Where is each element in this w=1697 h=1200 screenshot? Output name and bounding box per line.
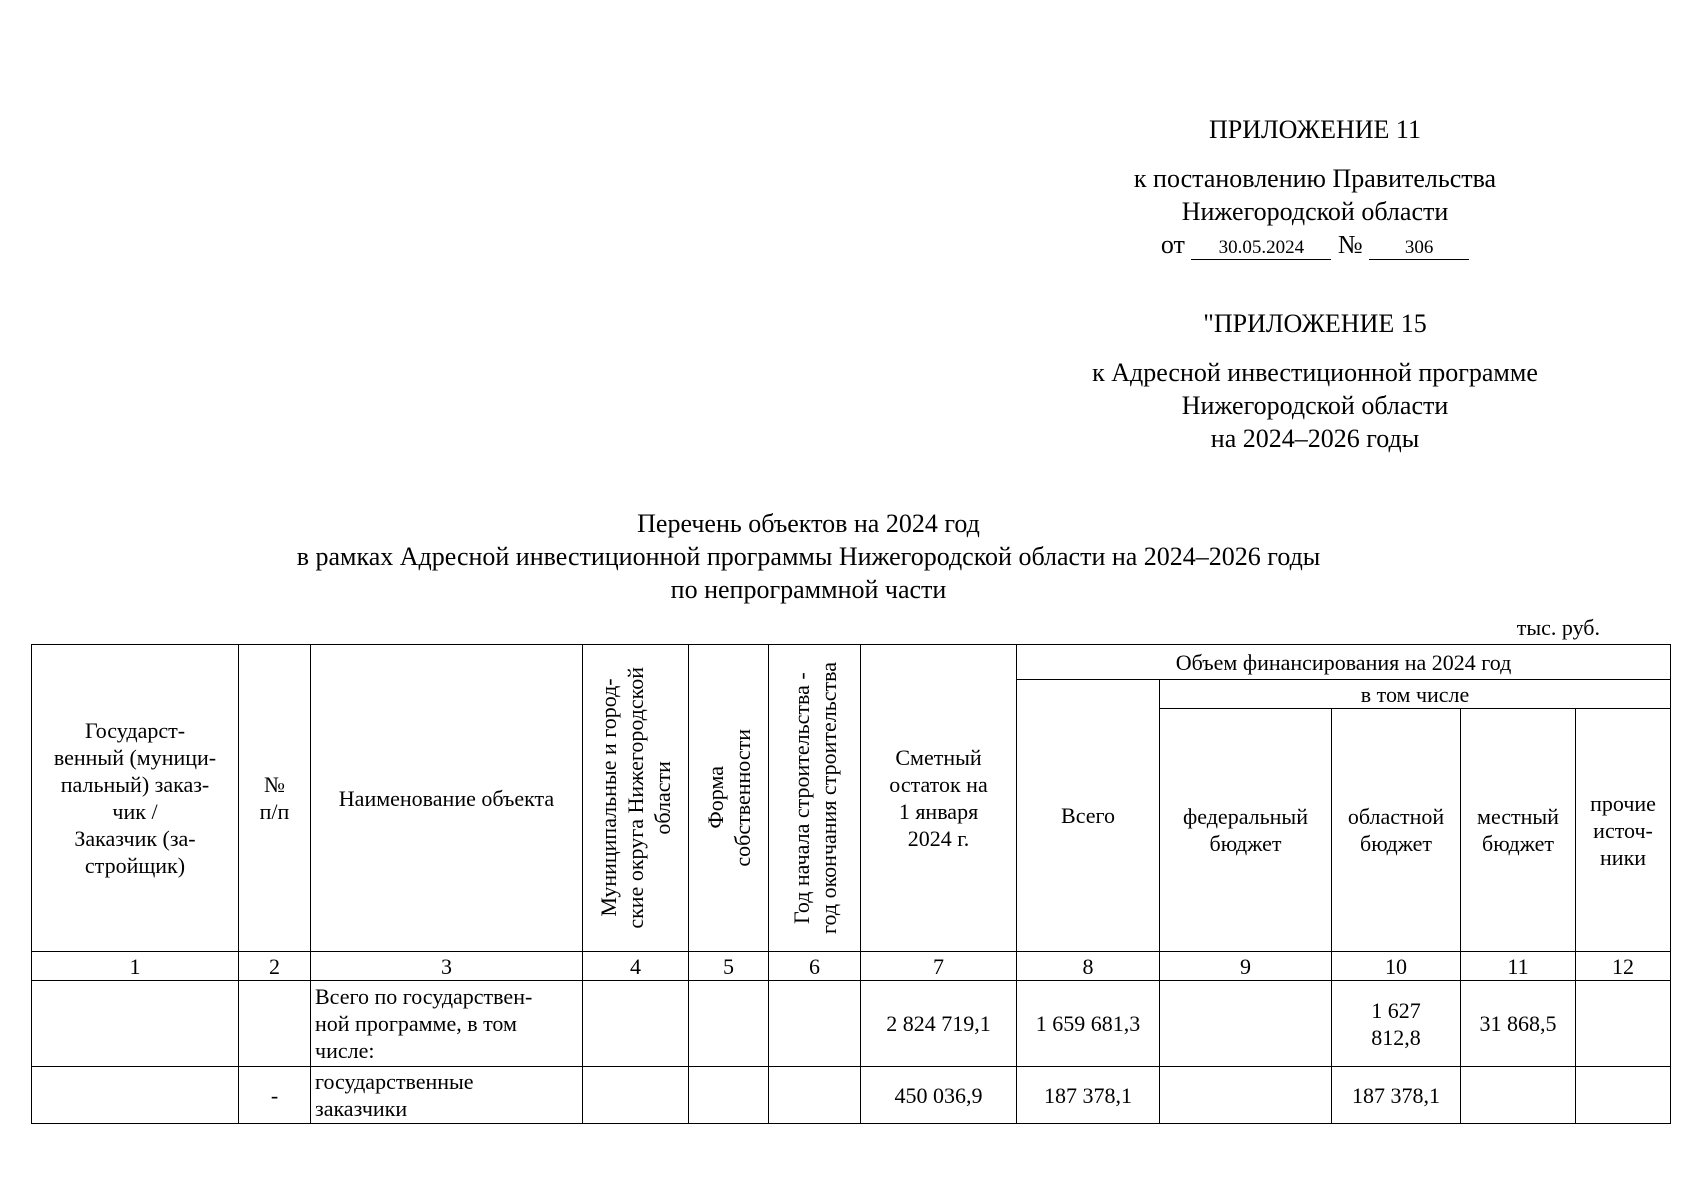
cell-local <box>1461 1067 1576 1124</box>
col-number: 11 <box>1461 952 1576 981</box>
heading-line3: по непрограммной части <box>670 575 947 604</box>
objects-table <box>31 644 1671 1124</box>
appendix-15-line3: на 2024–2026 годы <box>1210 424 1420 453</box>
cell-estimate: 450 036,9 <box>861 1067 1017 1124</box>
cell-num <box>239 981 311 1067</box>
col-number: 7 <box>861 952 1017 981</box>
cell-num: - <box>239 1067 311 1124</box>
appendix-15-block <box>950 307 1680 455</box>
header-ownership: Форма собственности <box>689 645 769 952</box>
cell-municipality <box>583 981 689 1067</box>
heading-line1: Перечень объектов на 2024 год <box>637 509 980 538</box>
appendix-11-block <box>1000 113 1630 261</box>
header-other: прочие источ- ники <box>1576 709 1671 952</box>
header-funding: Объем финансирования на 2024 год <box>1017 645 1671 680</box>
header-total: Всего <box>1017 680 1160 952</box>
cell-other <box>1576 981 1671 1067</box>
document-heading <box>0 507 1657 606</box>
cell-years <box>769 981 861 1067</box>
col-number: 6 <box>769 952 861 981</box>
col-number: 12 <box>1576 952 1671 981</box>
appendix-11-line1: к постановлению Правительства <box>1133 164 1497 193</box>
cell-total: 1 659 681,3 <box>1017 981 1160 1067</box>
header-estimate: Сметный остаток на 1 января 2024 г. <box>861 645 1017 952</box>
header-federal: федеральный бюджет <box>1160 709 1332 952</box>
header-including: в том числе <box>1160 680 1671 709</box>
number-value: 306 <box>1369 237 1469 260</box>
col-number: 2 <box>239 952 311 981</box>
cell-municipality <box>583 1067 689 1124</box>
cell-regional: 1 627 812,8 <box>1332 981 1461 1067</box>
cell-total: 187 378,1 <box>1017 1067 1160 1124</box>
header-local: местный бюджет <box>1461 709 1576 952</box>
cell-name: государственные заказчики <box>311 1067 583 1124</box>
cell-local: 31 868,5 <box>1461 981 1576 1067</box>
cell-federal <box>1160 1067 1332 1124</box>
col-number: 3 <box>311 952 583 981</box>
appendix-11-title: ПРИЛОЖЕНИЕ 11 <box>1209 115 1421 144</box>
date-prefix: от <box>1160 230 1185 259</box>
heading-line2: в рамках Адресной инвестиционной программы Нижегородской области на 2024–2026 годы <box>296 542 1321 571</box>
col-number: 1 <box>32 952 239 981</box>
appendix-15-line1: к Адресной инвестиционной программе <box>1092 358 1538 387</box>
cell-customer <box>32 981 239 1067</box>
cell-estimate: 2 824 719,1 <box>861 981 1017 1067</box>
header-object-name: Наименование объекта <box>311 645 583 952</box>
cell-customer <box>32 1067 239 1124</box>
date-value: 30.05.2024 <box>1191 237 1331 260</box>
cell-ownership <box>689 981 769 1067</box>
col-number: 9 <box>1160 952 1332 981</box>
col-number: 5 <box>689 952 769 981</box>
table-row <box>32 981 1671 1067</box>
header-row-1 <box>32 645 1671 680</box>
header-years: Год начала строительства - год окончания строительства <box>769 645 861 952</box>
column-numbers-row <box>32 952 1671 981</box>
unit-label: тыс. руб. <box>1516 615 1600 640</box>
col-number: 10 <box>1332 952 1461 981</box>
appendix-15-title: "ПРИЛОЖЕНИЕ 15 <box>1203 309 1427 338</box>
cell-regional: 187 378,1 <box>1332 1067 1461 1124</box>
cell-ownership <box>689 1067 769 1124</box>
col-number: 4 <box>583 952 689 981</box>
header-municipality: Муниципальные и город- ские округа Нижегородской области <box>583 645 689 952</box>
appendix-11-line2: Нижегородской области <box>1181 197 1449 226</box>
cell-other <box>1576 1067 1671 1124</box>
cell-federal <box>1160 981 1332 1067</box>
header-num: № п/п <box>239 645 311 952</box>
cell-years <box>769 1067 861 1124</box>
table-row <box>32 1067 1671 1124</box>
appendix-15-line2: Нижегородской области <box>1181 391 1449 420</box>
col-number: 8 <box>1017 952 1160 981</box>
header-customer: Государст- венный (муници- пальный) заказ- чик / Заказчик (за- стройщик) <box>32 645 239 952</box>
cell-name: Всего по государствен- ной программе, в том числе: <box>311 981 583 1067</box>
number-sign: № <box>1337 230 1363 259</box>
header-regional: областной бюджет <box>1332 709 1461 952</box>
appendix-11-date-line <box>1000 228 1630 261</box>
